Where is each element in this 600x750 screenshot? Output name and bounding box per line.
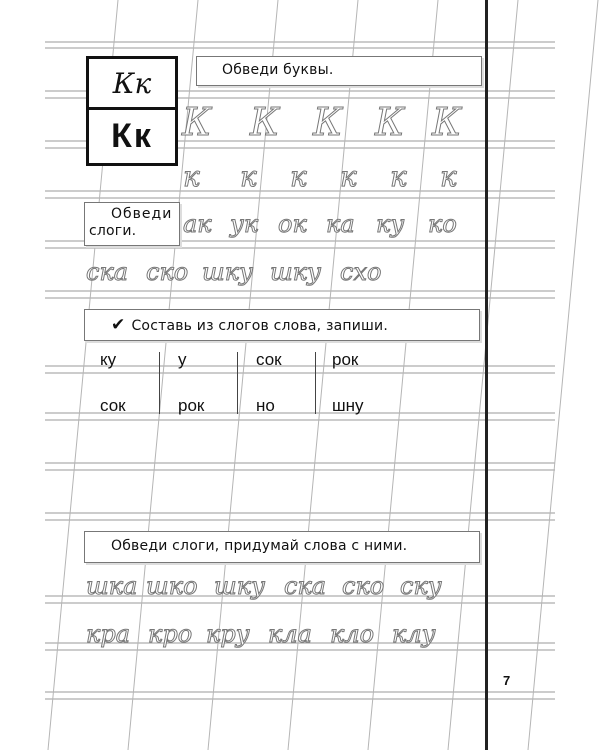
trace-lowercase: к <box>183 160 200 193</box>
task2-instruction-box <box>84 202 180 246</box>
table-cell: сок <box>256 350 282 369</box>
trace-syllable: кло <box>330 620 375 648</box>
trace-syllable: кро <box>148 620 193 648</box>
trace-lowercase: к <box>290 160 307 193</box>
trace-syllable: ску <box>400 572 442 600</box>
letter-print: Кк <box>111 117 153 155</box>
trace-syllable: ска <box>86 258 129 286</box>
trace-syllable: клу <box>392 620 436 648</box>
task2-instruction-line1: Обведи <box>111 206 173 222</box>
trace-syllable: ак <box>183 210 212 238</box>
trace-syllable: шку <box>202 258 253 286</box>
table-divider <box>315 352 316 414</box>
trace-syllable: шка <box>86 572 138 600</box>
letter-cursive: Кк <box>89 59 175 110</box>
trace-lowercase: к <box>340 160 357 193</box>
task3-instruction-box <box>84 309 480 341</box>
table-cell: сок <box>100 396 126 415</box>
trace-capital: К <box>182 100 212 144</box>
trace-syllable: ско <box>342 572 385 600</box>
trace-capital: К <box>375 100 405 144</box>
trace-syllable: шку <box>214 572 265 600</box>
task1-instruction-box <box>196 56 482 86</box>
check-mark-icon: ✔ <box>111 315 126 335</box>
letter-card <box>86 56 178 166</box>
task1-instruction: Обведи буквы. <box>222 62 334 78</box>
table-cell: рок <box>178 396 205 415</box>
table-divider <box>237 352 238 414</box>
trace-syllable: ку <box>376 210 405 238</box>
task4-instruction-box <box>84 531 480 563</box>
trace-syllable: ска <box>284 572 327 600</box>
trace-syllable: шку <box>270 258 321 286</box>
page-number: 7 <box>503 673 511 688</box>
task2-instruction-line2: слоги. <box>89 223 137 239</box>
trace-syllable: кру <box>206 620 250 648</box>
page-margin-line <box>485 0 488 750</box>
trace-syllable: ско <box>146 258 189 286</box>
table-cell: шну <box>332 396 364 415</box>
trace-syllable: схо <box>340 258 382 286</box>
trace-capital: К <box>313 100 343 144</box>
task4-instruction: Обведи слоги, придумай слова с ними. <box>111 538 408 554</box>
trace-lowercase: к <box>240 160 257 193</box>
trace-syllable: кра <box>86 620 131 648</box>
trace-lowercase: к <box>390 160 407 193</box>
trace-syllable: ук <box>230 210 259 238</box>
trace-syllable: ка <box>326 210 355 238</box>
table-cell: но <box>256 396 275 415</box>
trace-syllable: ок <box>278 210 307 238</box>
trace-lowercase: к <box>440 160 457 193</box>
trace-syllable: шко <box>146 572 198 600</box>
table-divider <box>159 352 160 414</box>
task3-instruction: ✔ Составь из слогов слова, запиши. <box>111 315 388 335</box>
table-cell: у <box>178 350 187 369</box>
table-cell: ку <box>100 350 117 369</box>
trace-capital: К <box>432 100 462 144</box>
syllable-table <box>86 346 391 416</box>
table-cell: рок <box>332 350 359 369</box>
trace-syllable: кла <box>268 620 312 648</box>
trace-capital: К <box>250 100 280 144</box>
trace-syllable: ко <box>428 210 457 238</box>
